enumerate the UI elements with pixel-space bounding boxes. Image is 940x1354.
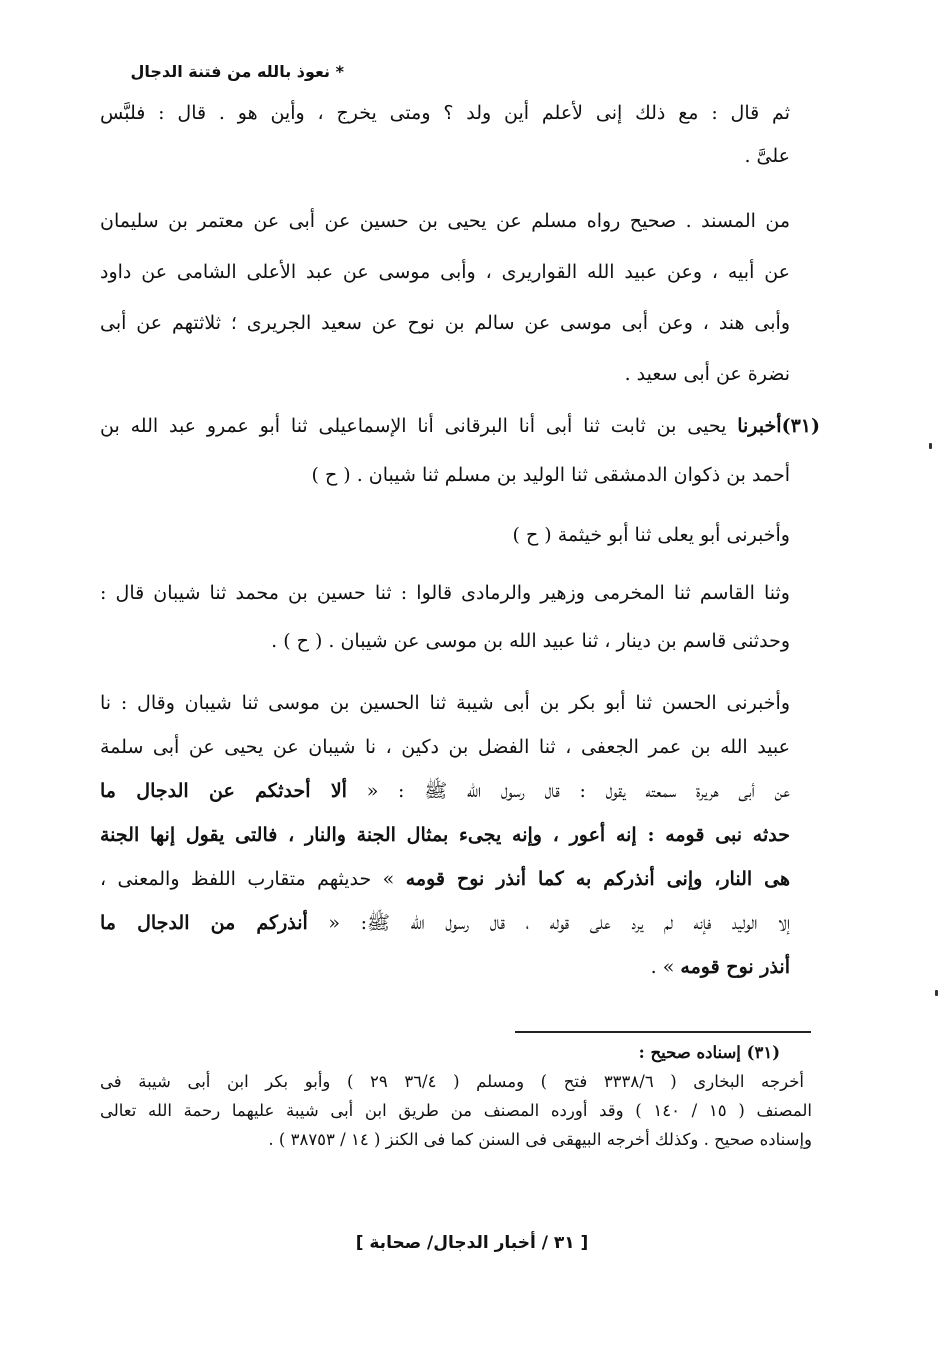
text-line: أحمد بن ذكوان الدمشقى ثنا الوليد بن مسلم ثنا شيبان . ( ح ) — [311, 464, 790, 486]
intro-paragraph — [100, 98, 790, 171]
hadith-chain-text: يحيى بن ثابت ثنا أبى أنا البرقانى أنا الإسماعيلى ثنا أبو عمرو عبد الله بن — [100, 415, 727, 437]
text-line: من المسند . صحيح رواه مسلم عن يحيى بن حسين عن أبى عن معتمر بن سليمان — [100, 210, 790, 232]
hadith-31 — [100, 411, 820, 490]
source-paragraph — [100, 206, 790, 389]
hadith-lead: أخبرنا — [737, 415, 782, 437]
text-line: ثم قال : مع ذلك إنى لأعلم أين ولد ؟ ومتى يخرج ، وأين هو . قال : فلبَّس — [100, 102, 790, 124]
text-line: وأخبرنى الحسن ثنا أبو بكر بن أبى شيبة ثنا الحسين بن موسى ثنا شيبان وقال : نا — [100, 692, 790, 714]
text-line — [100, 776, 790, 806]
chain-4 — [100, 688, 790, 982]
running-header: * نعوذ بالله من فتنة الدجال — [130, 62, 344, 81]
footnote-heading: (٣١) إسناده صحيح : — [638, 1043, 780, 1062]
footnote-line: أخرجه البخارى ( ٣٣٣٨/٦ فتح ) ومسلم ( ٣٦/٤ ٢٩ ) وأبو بكر ابن أبى شيبة فى — [100, 1072, 804, 1091]
hadith-matn: هى النار، وإنى أنذركم به كما أنذر نوح قومه — [405, 868, 790, 890]
narration-text: إلا الوليد فإنه لم يرد على قوله ، قال رسول الله ﷺ: « — [307, 912, 790, 934]
text-line: وأخبرنى أبو يعلى ثنا أبو خيثمة ( ح ) — [512, 524, 790, 546]
narration-text: » حديثهم متقارب اللفظ والمعنى ، — [100, 868, 406, 890]
hadith-matn: ألا أحدثكم عن الدجال ما — [100, 780, 347, 802]
text-line: وأبى هند ، وعن أبى موسى عن سالم بن نوح عن سعيد الجريرى ؛ ثلاثتهم عن أبى — [100, 312, 790, 334]
hadith-matn: أنذر نوح قومه — [680, 956, 790, 978]
footnote-separator — [515, 1031, 811, 1033]
chain-3 — [100, 578, 790, 656]
hadith-matn: حدثه نبى قومه : إنه أعور ، وإنه يجىء بمثال الجنة والنار ، فالتى يقول إنها الجنة — [100, 824, 790, 846]
text-line: عن أبيه ، وعن عبيد الله القواريرى ، وأبى موسى عن عبد الأعلى الشامى عن داود — [100, 261, 790, 283]
text-line: وثنا القاسم ثنا المخرمى وزهير والرمادى قالوا : ثنا حسين بن محمد ثنا شيبان قال : — [100, 582, 790, 604]
narration-text: » . — [650, 956, 681, 978]
text-line: عبيد الله بن عمر الجعفى ، ثنا الفضل بن دكين ، نا شيبان عن يحيى عن أبى سلمة — [100, 736, 790, 758]
text-line: وحدثنى قاسم بن دينار ، ثنا عبيد الله بن موسى عن شيبان . ( ح ) . — [271, 630, 790, 652]
hadith-matn: أنذركم من الدجال ما — [100, 912, 308, 934]
text-line — [100, 908, 790, 938]
narration-text: عن أبى هريرة سمعته يقول : قال رسول الله ﷺ : « — [346, 780, 790, 802]
footnote-line: وإسناده صحيح . وكذلك أخرجه البيهقى فى السنن كما فى الكنز ( ١٤ / ٣٨٧٥٣ ) . — [268, 1130, 812, 1149]
text-line — [100, 952, 790, 982]
hadith-number: (٣١) — [781, 415, 820, 437]
footnote — [100, 1038, 812, 1154]
text-line — [100, 864, 790, 894]
scan-speck — [929, 443, 932, 449]
text-line: علىَّ . — [744, 145, 790, 167]
chain-2 — [100, 520, 790, 550]
footnote-line: المصنف ( ١٥ / ١٤٠ ) وقد أورده المصنف من طريق ابن أبى شيبة عليهما رحمة الله تعالى — [100, 1101, 812, 1120]
text-line: نضرة عن أبى سعيد . — [624, 363, 790, 385]
scan-speck — [935, 990, 938, 996]
text-line — [100, 411, 820, 441]
page-footer: [ ٣١ / أخبار الدجال/ صحابة ] — [355, 1233, 589, 1253]
